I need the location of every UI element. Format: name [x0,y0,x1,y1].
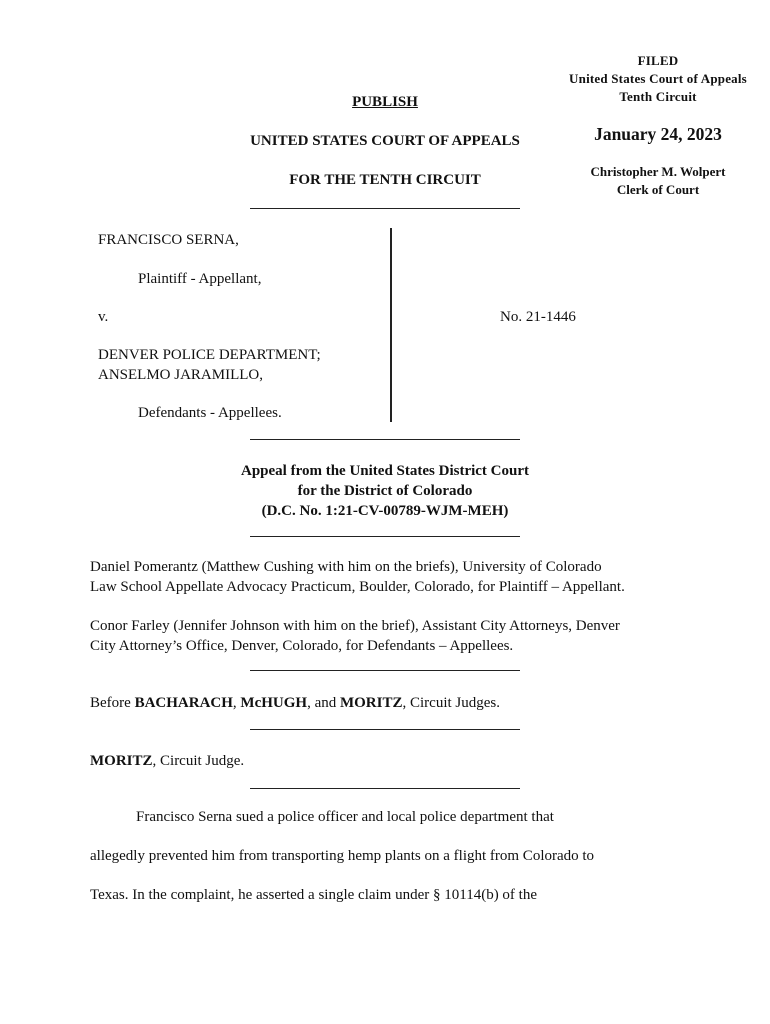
author-line [90,751,690,771]
appeal-line-1: Appeal from the United States District Court [240,463,530,479]
appeal-line-3: (D.C. No. 1:21-CV-00789-WJM-MEH) [261,503,509,519]
filed-date: January 24, 2023 [594,124,722,144]
separator-rule [250,670,520,671]
clerk-title: Clerk of Court [616,182,700,197]
publish-heading [200,94,570,111]
publish-label: PUBLISH [352,94,418,110]
appeal-block [160,461,610,521]
panel-line [90,693,690,713]
circuit-heading: FOR THE TENTH CIRCUIT [289,172,481,188]
appellee-counsel-line-2: City Attorney’s Office, Denver, Colorado, for Defendants – Appellees. [90,638,514,654]
opinion-line-2: allegedly prevented him from transporting hemp plants on a flight from Colorado to [90,848,595,864]
judge-name: McHUGH [240,695,308,711]
separator-rule [250,439,520,440]
filed-stamp [552,52,764,106]
filed-circuit: Tenth Circuit [619,89,697,104]
opinion-line-3: Texas. In the complaint, he asserted a single claim under § 10114(b) of the [90,887,538,903]
separator-rule [250,729,520,730]
clerk-name: Christopher M. Wolpert [590,164,726,179]
judge-name: BACHARACH [134,695,233,711]
separator-rule [250,536,520,537]
panel-separator: , [232,695,241,711]
appellee-counsel-line-1: Conor Farley (Jennifer Johnson with him on the brief), Assistant City Attorneys, Denver [90,618,620,634]
separator-rule [250,208,520,209]
appellant-counsel [90,557,690,597]
appellee-counsel [90,616,690,656]
author-name: MORITZ [90,753,153,769]
defendant-role: Defendants - Appellees. [138,405,282,421]
court-heading: UNITED STATES COURT OF APPEALS [250,133,520,149]
defendant-line-2: ANSELMO JARAMILLO, [98,367,263,383]
plaintiff-name: FRANCISCO SERNA, [98,232,239,248]
judge-name: MORITZ [339,695,403,711]
filed-court: United States Court of Appeals [569,71,747,86]
appellant-counsel-line-2: Law School Appellate Advocacy Practicum, Boulder, Colorado, for Plaintiff – Appellant. [90,579,625,595]
separator-rule [250,788,520,789]
filed-label: FILED [637,53,679,68]
panel-suffix: , Circuit Judges. [402,695,500,711]
opinion-line-1: Francisco Serna sued a police officer and local police department that [136,809,554,825]
defendant-line-1: DENVER POLICE DEPARTMENT; [98,347,321,363]
panel-separator: , and [307,695,340,711]
caption-divider [390,228,392,422]
case-number: No. 21-1446 [500,309,576,325]
author-suffix: , Circuit Judge. [152,753,245,769]
plaintiff-role: Plaintiff - Appellant, [138,271,262,287]
versus: v. [98,309,109,325]
defendants-block [98,345,321,385]
panel-prefix: Before [90,695,135,711]
appeal-line-2: for the District of Colorado [297,483,473,499]
clerk-block [552,163,764,199]
appellant-counsel-line-1: Daniel Pomerantz (Matthew Cushing with him on the briefs), University of Colorado [90,559,602,575]
